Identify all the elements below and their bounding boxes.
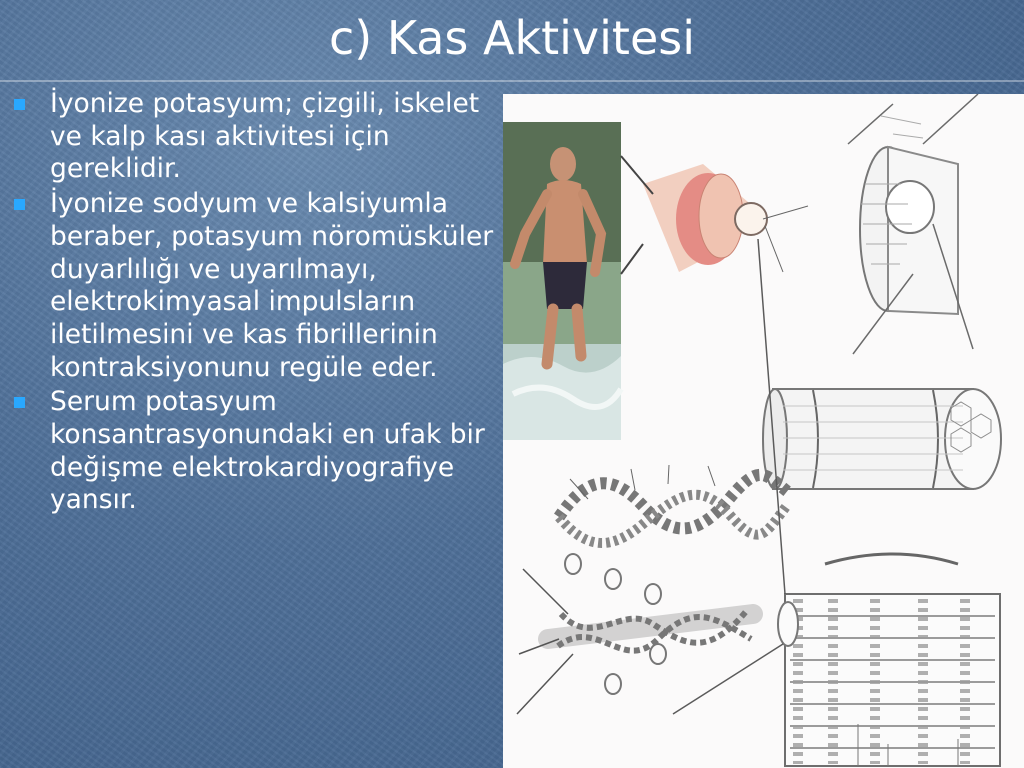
bullet-item-2 (14, 188, 500, 384)
fascicle-drawing (848, 94, 978, 354)
bullet-list (14, 88, 500, 519)
muscle-fiber-bundle (763, 389, 1001, 489)
actin-filament-drawing (559, 465, 788, 543)
bullet-text-3: Serum potasyum konsantrasyonundaki en ufak bir değişme elektrokardiyografiye yansır. (50, 386, 485, 516)
title-divider (0, 80, 1024, 82)
brace-line (825, 554, 958, 564)
muscle-illustration (503, 94, 1024, 768)
runner-photo (503, 122, 621, 440)
bullet-item-1 (14, 88, 500, 186)
slide-title: c) Kas Aktivitesi (328, 11, 695, 65)
myosin-filament-drawing (517, 554, 753, 714)
bullet-square-icon (14, 99, 25, 110)
muscle-anatomy-drawing (621, 156, 808, 274)
bullet-square-icon (14, 199, 25, 210)
bullet-square-icon (14, 397, 25, 408)
bullet-item-3 (14, 386, 500, 517)
bullet-text-2: İyonize sodyum ve kalsiyumla beraber, potasyum nöromüsküler duyarlılığı ve uyarılmayı, elektrokimyasal impulsların iletilmesini ve kas fibrillerinin kontraksiyonunu regüle eder. (50, 188, 494, 383)
illustration-panel (503, 94, 1024, 768)
bullet-text-1: İyonize potasyum; çizgili, iskelet ve kalp kası aktivitesi için gereklidir. (50, 88, 480, 185)
